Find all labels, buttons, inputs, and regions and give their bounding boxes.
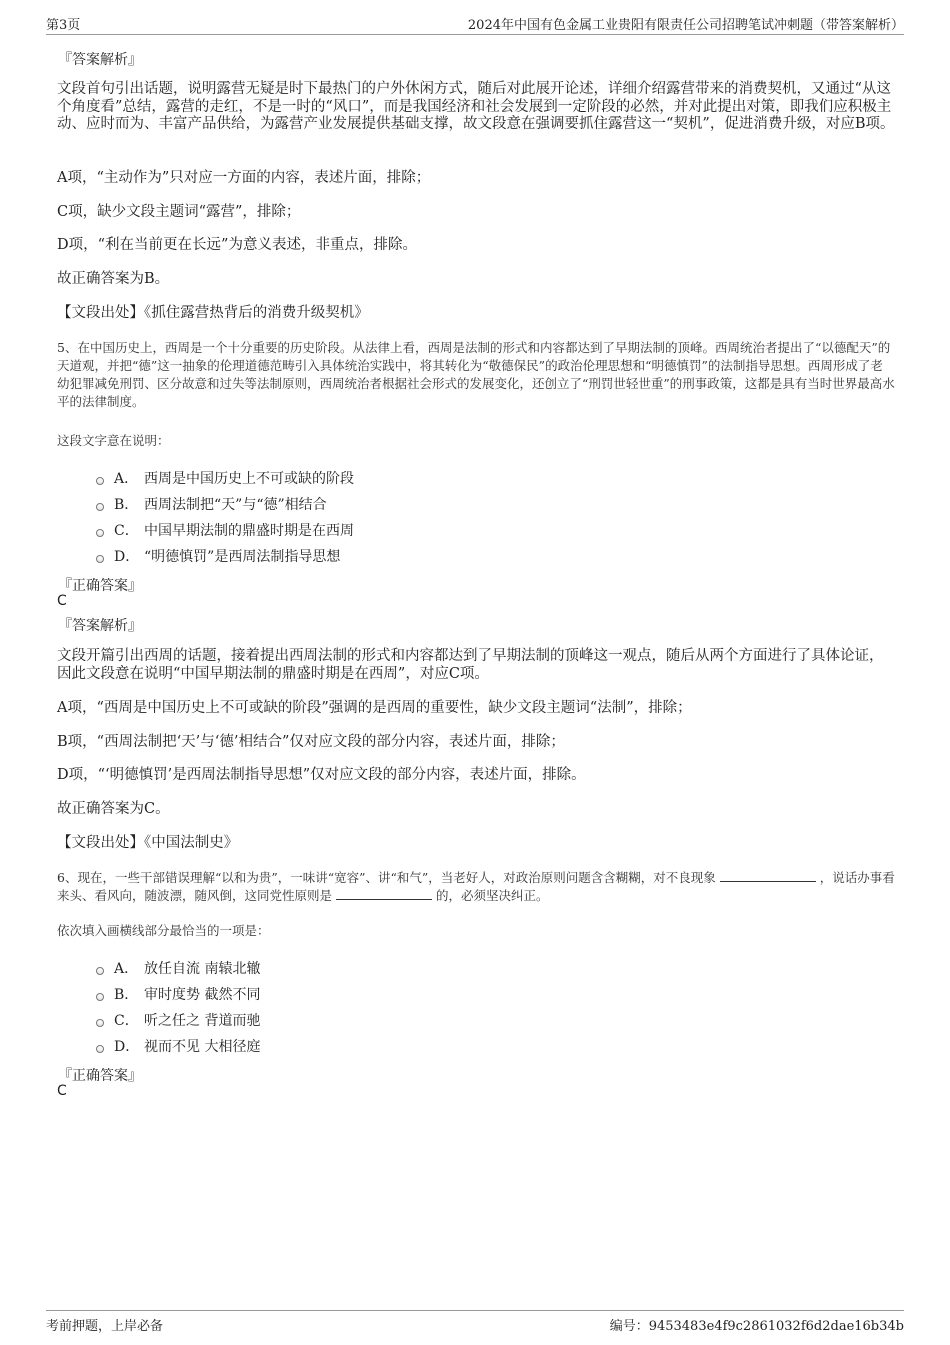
question-6-option-a[interactable] (96, 958, 260, 978)
stem-text: 的，必须坚决纠正。 (435, 888, 549, 903)
stem-text: ，说话办事看来头、看风向，随波漂，随风倒，这同党性原则是 (57, 870, 895, 903)
analysis-conclusion: 故正确答案为B。 (57, 271, 170, 287)
option-letter: C． (114, 523, 139, 539)
option-text: 西周法制把“天”与“德”相结合 (144, 497, 327, 513)
radio-icon[interactable] (96, 1019, 104, 1027)
fill-blank-1 (720, 871, 816, 882)
option-text: 听之任之 背道而驰 (144, 1013, 261, 1029)
question-5-stem: 5、在中国历史上，西周是一个十分重要的历史阶段。从法律上看，西周是法制的形式和内容都达到了早期法制的顶峰。西周统治者提出了“以德配天”的天道观，并把“德”这一抽象的伦理道德范畴引入具体统治实践中，将其转化为“敬德保民”的政治伦理思想和“明德慎罚”的法制指导思想。西周形成了老幼犯罪减免刑罚、区分故意和过失等法制原则，西周统治者根据社会形式的发展变化，还创立了“刑罚世轻世重”的刑事政策，这都是具有当时世界最高水平的法律制度。 (57, 340, 895, 409)
footer-slogan: 考前押题，上岸必备 (46, 1319, 164, 1334)
analysis-option-a: A项，“主动作为”只对应一方面的内容，表述片面，排除； (57, 170, 431, 186)
analysis-paragraph: 文段首句引出话题，说明露营无疑是时下最热门的户外休闲方式，随后对此展开论述，详细介绍露营带来的消费契机，又通过“从这个角度看”总结，露营的走红，不是一时的“风口”，而是我国经济和社会发展到一定阶段的必然，并对此提出对策，即我们应积极主动、应时而为、丰富产品供给，为露营产业发展提供基础支撑，故文段意在强调要抓住露营这一“契机”，促进消费升级，对应B项。 (57, 81, 895, 132)
option-text: 视而不见 大相径庭 (144, 1039, 261, 1055)
option-text: 审时度势 截然不同 (144, 987, 261, 1003)
passage-source: 【文段出处】《抓住露营热背后的消费升级契机》 (57, 305, 369, 321)
question-6-option-b[interactable] (96, 984, 260, 1004)
page-number: 第3页 (46, 18, 81, 33)
question-6-option-d[interactable] (96, 1036, 260, 1056)
question-5-option-a[interactable] (96, 468, 354, 488)
question-5-option-b[interactable] (96, 494, 327, 514)
radio-icon[interactable] (96, 993, 104, 1001)
analysis-option-b: B项，“西周法制把‘天’与‘德’相结合”仅对应文段的部分内容，表述片面，排除； (57, 734, 565, 750)
analysis-option-c: C项，缺少文段主题词“露营”，排除； (57, 204, 301, 220)
analysis-label: 『答案解析』 (58, 618, 142, 634)
radio-icon[interactable] (96, 555, 104, 563)
correct-answer-label: 『正确答案』 (58, 1068, 142, 1084)
question-6-prompt: 依次填入画横线部分最恰当的一项是： (57, 923, 270, 938)
option-text: “明德慎罚”是西周法制指导思想 (144, 549, 341, 565)
page-header (46, 14, 904, 35)
question-5-prompt: 这段文字意在说明： (57, 433, 170, 448)
fill-blank-2 (336, 889, 432, 900)
analysis-paragraph: 文段开篇引出西周的话题，接着提出西周法制的形式和内容都达到了早期法制的顶峰这一观点，随后从两个方面进行了具体论证，因此文段意在说明“中国早期法制的鼎盛时期是在西周”，对应C项。 (57, 648, 884, 682)
analysis-option-d: D项，“利在当前更在长远”为意义表述，非重点，排除。 (57, 237, 417, 253)
option-letter: C． (114, 1013, 139, 1029)
page-footer (46, 1310, 904, 1336)
option-letter: B． (114, 987, 139, 1003)
correct-answer-label: 『正确答案』 (58, 578, 142, 594)
option-letter: B． (114, 497, 139, 513)
analysis-option-a: A项，“西周是中国历史上不可或缺的阶段”强调的是西周的重要性，缺少文段主题词“法制”，排除； (57, 700, 692, 716)
radio-icon[interactable] (96, 503, 104, 511)
correct-answer: C (57, 593, 67, 609)
option-letter: A． (114, 961, 139, 977)
passage-source: 【文段出处】《中国法制史》 (57, 835, 239, 851)
question-5-option-c[interactable] (96, 520, 354, 540)
document-title: 2024年中国有色金属工业贵阳有限责任公司招聘笔试冲刺题（带答案解析） (467, 18, 904, 33)
option-text: 放任自流 南辕北辙 (144, 961, 261, 977)
option-letter: A． (114, 471, 139, 487)
correct-answer: C (57, 1083, 67, 1099)
question-5-option-d[interactable] (96, 546, 340, 566)
analysis-conclusion: 故正确答案为C。 (57, 801, 170, 817)
radio-icon[interactable] (96, 967, 104, 975)
option-text: 中国早期法制的鼎盛时期是在西周 (144, 523, 354, 539)
analysis-option-d: D项，“‘明德慎罚’是西周法制指导思想”仅对应文段的部分内容，表述片面，排除。 (57, 767, 586, 783)
radio-icon[interactable] (96, 529, 104, 537)
option-letter: D． (114, 549, 140, 565)
question-6-option-c[interactable] (96, 1010, 260, 1030)
radio-icon[interactable] (96, 1045, 104, 1053)
option-letter: D． (114, 1039, 140, 1055)
document-id: 编号：9453483e4f9c2861032f6d2dae16b34b (609, 1319, 904, 1334)
option-text: 西周是中国历史上不可或缺的阶段 (144, 471, 354, 487)
analysis-label: 『答案解析』 (58, 52, 142, 68)
question-6-stem (57, 869, 895, 905)
stem-text: 6、现在，一些干部错误理解“以和为贵”，一味讲“宽容”、讲“和气”，当老好人，对政治原则问题含含糊糊，对不良现象 (57, 870, 716, 885)
radio-icon[interactable] (96, 477, 104, 485)
